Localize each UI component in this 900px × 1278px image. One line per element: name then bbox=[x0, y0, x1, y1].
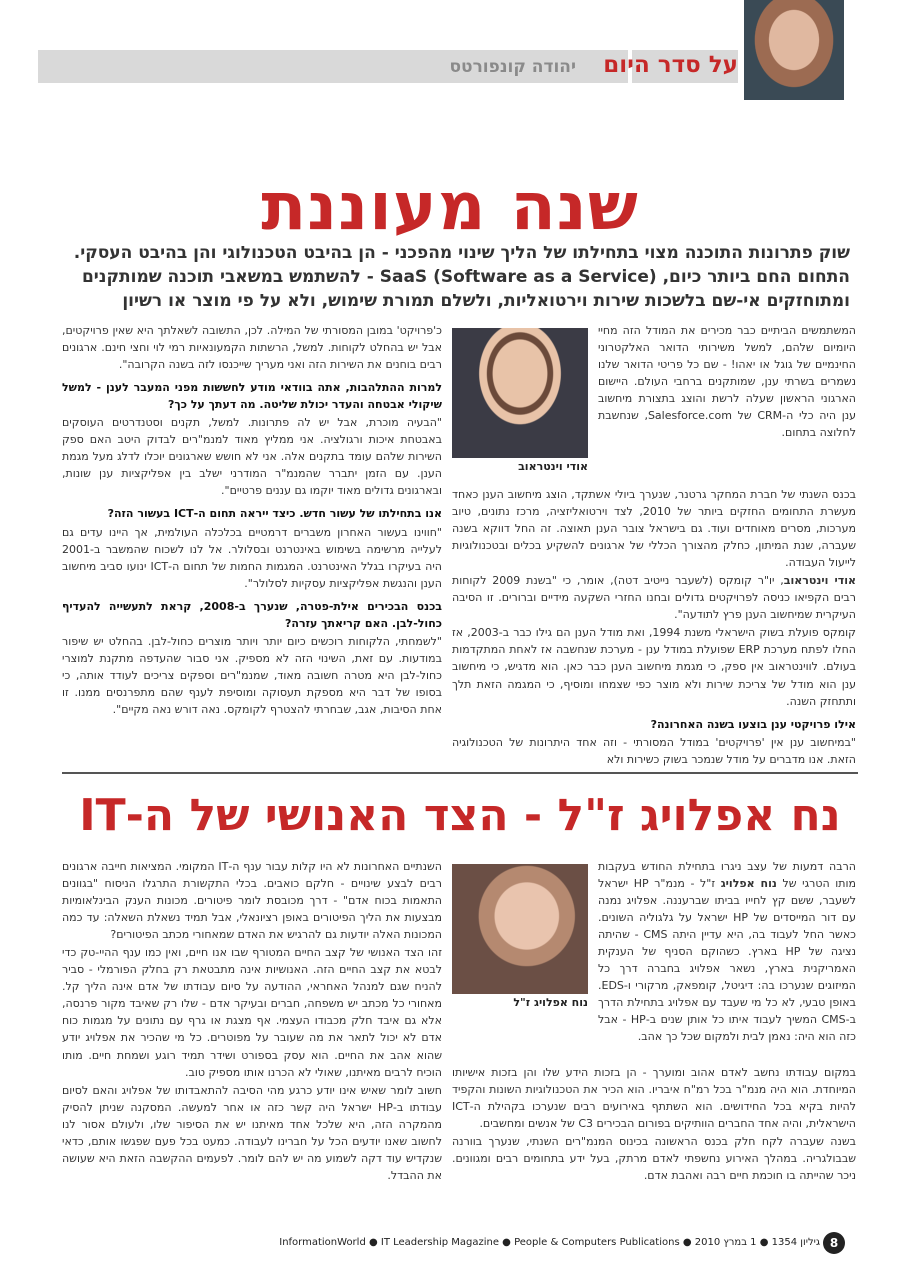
article-subtitle bbox=[70, 242, 850, 314]
interview-question: בכנס הבכירים אילת-פטרה, שנערך ב-2008, קראת לתעשייה להעדיף כחול-לבן. האם קריאתך עזרה? bbox=[62, 599, 443, 630]
subtitle-line: שוק פתרונות התוכנה מצוי בתחילתו של הליך שינוי מהפכני - הן בהיבט הטכנולוגי והן בהיבט העסקי. bbox=[73, 243, 850, 263]
author-name: יהודה קונפורטס bbox=[449, 57, 576, 77]
body-paragraph: זהו הצד האנושי של קצב החיים המטורף שבו אנו חיים, ואין כמו ענף ההיי-טק כדי לבטא את קצב החיים הזה. האנושיות אינה מתבטאת רק בחלק הפורמלי - סביר להניח שגם למנהל האחראי, ההודעה על סיום עבודתו של אדם אינה הליך קל. מאחורי כל מכתב יש משפחה, חברים ובעיקר אדם - שלו רק שאיבד מקור פרנסה, אלא גם איבד חלק מכבודו העצמי. אף מצגת או גרף עם נתונים על מגמות כוח אדם לא יכול לתאר את מה שעובר על מפוטרים. כל מי שהכיר את אפלויג יודע שהוא אהב את החיים. הוא עסק בספורט ושידר תמיד רוגע ושמחת חיים. מותו הוכיח לרבים מאיתנו, שאולי לא הכרנו אותו מספיק טוב. bbox=[62, 946, 442, 1079]
photo-caption: אודי וינטראוב bbox=[518, 460, 588, 473]
footer-publication: InformationWorld ● IT Leadership Magazine ● People & Computers Publications ● 2010 גיליון 1354 ● 1 במרץ bbox=[279, 1237, 820, 1248]
interview-question: אילו פרויקטי ענן בוצעו בשנה האחרונה? bbox=[650, 717, 856, 731]
article2-left-column bbox=[62, 858, 442, 1185]
body-paragraph: אודי וינטראוב, יו"ר קומקס (לשעבר נייטיב דטה), אומר, כי "בשנת 2009 לקוחות רבים הקפיאו כניסה לפרויקטים גדולים ובחנו החזרי השקעה מידיים וברורים. זו הסיבה העיקרית שמיחשוב הענן פרץ לתודעה". bbox=[452, 574, 856, 622]
body-paragraph: "במיחשוב ענן אין 'פרויקטים' במודל המסורתי - וזה אחד היתרונות של הטכנולוגיה הזאת. אנו מדברים על מודל שנמכר בשוק כשירות ולא bbox=[452, 735, 856, 766]
body-paragraph: "חווינו בעשור האחרון משברים דרמטיים בכלכלה העולמית, אך היינו עדים גם לעלייה מרשימה בשימוש באינטרנט ובסלולר. אל לנו לשכוח שהמשבר ב-2001 היה בעיקרו בגלל האינטרנט. המגמות החמות של תחום ה-ICT ינועו סביב מיחשוב הענן והנגשת אפליקציות עסקיות לסלולר". bbox=[62, 525, 442, 590]
subtitle-line: ומתוחזקים אי-שם בלשכות שירות וירטואליות, ולשלם תמורת שימוש, ולא על פי מוצר או רשיון bbox=[122, 291, 850, 312]
obituary-photo bbox=[452, 864, 588, 994]
bold-lead: אודי וינטראוב bbox=[783, 574, 856, 588]
article2-right-column bbox=[598, 858, 856, 1047]
body-paragraph: השנתיים האחרונות לא היו קלות עבור ענף ה-IT המקומי. המציאות חייבה ארגונים רבים לבצע שינויים - חלקם כואבים. בכלי התקשורת התרגלו הניסוח "בגוונים התאמות בכוח אדם" - דרך מכובסת לומר פיטורים. מכונות הענק הבינלאומיות מבצעות את הליך הפיטורים באופן רציונאלי, אבל תמיד נשאלת השאלה: עד כמה המכונות האלה יודעות גם להרגיש את האדם שמאחורי מכתב הפיטורים? bbox=[62, 860, 442, 942]
subtitle-line: התחום החם ביותר כיום, SaaS (Software as a Service) - להשתמש במשאבי תוכנה שמותקנים bbox=[81, 267, 850, 288]
article-title: שנה מעוננת bbox=[261, 168, 639, 245]
page-number: 8 bbox=[823, 1232, 845, 1254]
column-name: על סדר היום bbox=[603, 52, 738, 78]
interview-question: אנו בתחילתו של עשור חדש. כיצד ייראה תחום ה-ICT בעשור הזה? bbox=[107, 507, 442, 521]
author-photo bbox=[744, 0, 844, 100]
photo-caption: נוח אפלויג ז"ל bbox=[513, 996, 588, 1009]
body-paragraph: הרבה דמעות של עצב ניגרו בתחילת החודש בעקבות מותו הטרגי של נוח אפלויג ז"ל - מנמ"ר HP ישראל לשעבר, ששם קץ לחייו בביתו שברעננה. אפלויג נמנה עם דור המייסדים של HP ישראל על גלגוליה השונים. כאשר החל לעבוד בה, היא עדיין היתה CMS - שהיתה נציגה של HP בארץ. כשהוקם הסניף של הענקית האמריקנית בארץ, נשאר אפלויג בחברה דרך כל המיזוגים שנערכו בה: דיגיטל, קומפאק, מרקורי ו-EDS. באופן טבעי, לא כל מי שעבד עם אפלויג בתחילת הדרך ב-CMS המשיך לעבוד איתו כל אותן שנים ב-HP - אבל כזה הוא היה: נאמן לבית ולמקום שכל כך אהב. bbox=[598, 860, 856, 1044]
page-footer bbox=[0, 1232, 900, 1256]
body-paragraph: בשנה שעברה לקח חלק בכנס הראשונה בכינוס המנמ"רים השנתי, שנערך בוורנה שבבולגריה. במהלך האירוע נחשפתי לאדם מרתק, בעל ידע בתחומים רבים ומגוונים. ניכר שהייתה בו חוכמת חיים רבה ואהבת אדם. bbox=[452, 1135, 856, 1183]
article1-left-column bbox=[62, 322, 442, 719]
body-paragraph: בכנס השנתי של חברת המחקר גרטנר, שנערך ביולי אשתקד, הוצג מיחשוב הענן כאחד מעשרת התחומים החזקים ביותר של 2010, לצד וירטואליזציה, מרכז נתונים, טיוב מערכות, מסרים מאוחדים ועוד. גם בישראל צובר הענן תאוצה. זה החל דווקא בשנה שעברה, שנת המיתון, כחלק מהצורך הכללי של ארגונים להשקיע בכלים ובטכנולוגיות לייעול העבודה. bbox=[452, 488, 856, 570]
body-paragraph: קומקס פועלת בשוק הישראלי משנת 1994, ואת מודל הענן הם גילו כבר ב-2003, אז החלו לפתח מערכת ERP שפועלת במודל ענן - מערכת שנחשבה אז לאחת המתקדמות בעולם. לווינטראוב אין ספק, כי מגמת מיחשוב הענן כבר כאן. הוא מדגיש, כי מיחשוב ענן הוא מודל של צריכת שירות ולא מוצר כפי שצמחו ומוסיף, כי המגמה הזאת תלך ותתחזק השנה. bbox=[452, 626, 856, 708]
article1-right-column-lower bbox=[452, 486, 856, 769]
body-paragraph: המשתמשים הביתיים כבר מכירים את המודל הזה מחיי היומיום שלהם, למשל משירותי הדואר האלקטרוני החינמיים של גוגל או יאהו! - שם כל פריטי הדואר שלנו נשמרים בשרתי ענן, שמותקנים ברחבי העולם. היישום הארגוני הראשון שעלה לרשת והוצג בתצורת מיחשוב ענן היה כלי ה-CRM של Salesforce.com, שנחשבת לחלוצה בתחום. bbox=[598, 324, 856, 440]
interviewee-photo bbox=[452, 328, 588, 458]
article-separator bbox=[62, 772, 858, 774]
interview-question: למרות ההתלהבות, אתה בוודאי מודע לחששות מפני המעבר לענן - למשל שיקולי אבטחה והעדר יכולת שליטה. מה דעתך על כך? bbox=[62, 381, 442, 412]
body-paragraph: במקום עבודתו נחשב לאדם אהוב ומוערך - הן בזכות הידע שלו והן בזכות אישיותו המיוחדת. הוא היה מנמ"ר בכל רמ"ח איבריו. הוא הכיר את הטכנולוגיות השונות והקפיד להיות בקיא בכל החידושים. הוא השתתף באירועים רבים שנערכו בקהילת ה-ICT הישראלית, והיה אחד החברים הוותיקים בפורום הבכירים C3 של אנשים ומחשבים. bbox=[452, 1066, 856, 1131]
body-paragraph: "הבעיה מוכרת, אבל יש לה פתרונות. למשל, תקנים וסטנדרטים העוסקים באבטחת איכות ורגולציה. אני ממליץ מאוד למנמ"רים לבדוק היטב האם ספק השירות שלהם עומד בתקנים אלה. אני לא חושש שארגונים יוכלו לדלג מעל מגמת הענן. עם הזמן יתברר שהמנמ"ר המודרני ישלב בין אפליקציות ענן שונות, ובארגונים גדולים מאוד יוקמו גם עננים פרטיים". bbox=[62, 416, 442, 498]
body-paragraph: חשוב לומר שאיש אינו יודע כרגע מהי הסיבה להתאבדותו של אפלויג והאם לסיום עבודתו ב-HP ישראל היה קשר כזה או אחר למעשה. המסקנה שניתן להסיק מהמקרה הזה, היא שלכל אחד מאיתנו יש את הסיפור שלו, ולעולם אסור לנו לחשוב שאנו יודעים הכל על חברינו לעבודה. כמעט בכל פעם שפגשו אותם, כדאי שנקדיש עוד דקה לשמוע מה יש להם לומר. לפעמים ההקשבה הזאת היא שעושה את ההבדל. bbox=[62, 1083, 442, 1182]
article2-right-column-lower bbox=[452, 1064, 856, 1185]
article2-title: נח אפלויג ז"ל - הצד האנושי של ה-IT bbox=[79, 790, 841, 841]
bold-name: נוח אפלויג bbox=[720, 877, 777, 891]
column-header bbox=[38, 40, 738, 86]
body-paragraph: "לשמחתי, הלקוחות רוכשים כיום יותר ויותר מוצרים כחול-לבן. בהחלט יש שיפור במודעות. עם זאת, השינוי הזה לא מספיק. אני סבור שהעדפה מתקנת למוצרי כחול-לבן היא מטרה חשובה מאוד, שמנמ"רים וספקים צריכים לעודד אותה, כי בסופו של דבר היא מספקת תעסוקה ומוסיפת לענף שהם מתפרנסים ממנו. זו אחת הסיבות, אגב, שבחרתי להצטרף לקומקס. נאה דורש נאה מקיים". bbox=[62, 634, 442, 716]
body-paragraph: כ'פרויקט' במובן המסורתי של המילה. לכן, התשובה לשאלתך היא שאין פרויקטים, אבל יש בהחלט לקוחות. למשל, הרשתות הקמעונאיות רמי לוי וחצי חינם. ארגונים רבים בוחנים את השירות הזה ואני מעריך שייכנסו לזה בשנה הקרובה". bbox=[62, 324, 442, 372]
article1-right-column bbox=[598, 322, 856, 442]
